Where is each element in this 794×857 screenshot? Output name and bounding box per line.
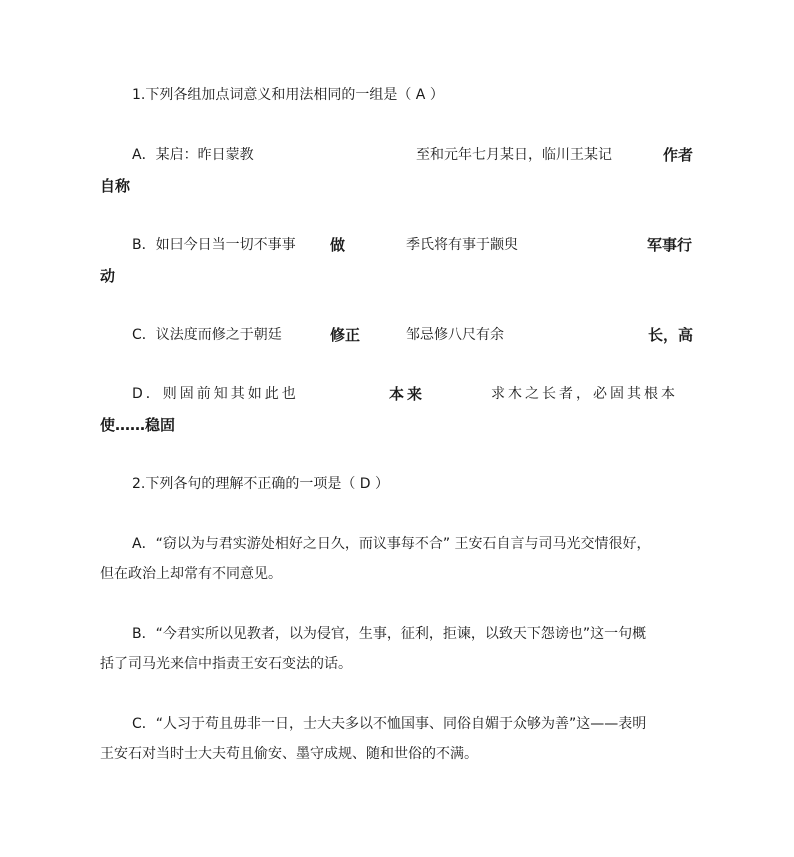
option-b-right: 季氏将有事于颛臾: [406, 237, 518, 253]
option-d-left: D．则固前知其如此也: [132, 386, 299, 402]
option-b-mid: 做: [330, 236, 346, 254]
q2-option-b-line1: B．“今君实所以见教者，以为侵官，生事，征利，拒谏，以致天下怨谤也”这一句概: [132, 626, 647, 642]
q2-option-a-line1: A．“窃以为与君实游处相好之日久，而议事每不合” 王安石自言与司马光交情很好，: [132, 536, 651, 552]
option-a-right: 至和元年七月某日，临川王某记: [416, 147, 612, 163]
option-c-answer: 长，高: [648, 326, 694, 344]
option-a-answer: 作者: [663, 146, 694, 164]
option-d-right: 求木之长者，必固其根本: [491, 386, 678, 402]
q2-option-a-line2: 但在政治上却常有不同意见。: [100, 566, 282, 582]
option-d-mid: 本来: [389, 385, 426, 403]
option-b-left: B．如曰今日当一切不事事: [132, 237, 296, 253]
question-1-stem: 1.下列各组加点词意义和用法相同的一组是（ A ）: [132, 87, 444, 103]
q2-option-c-line2: 王安石对当时士大夫苟且偷安、墨守成规、随和世俗的不满。: [100, 746, 478, 762]
question-2-stem: 2.下列各句的理解不正确的一项是（ D ）: [132, 476, 390, 492]
q2-option-b-line2: 括了司马光来信中指责王安石变法的话。: [100, 656, 352, 672]
option-d-answer: 使……稳固: [100, 416, 176, 434]
option-a-answer-cont: 自称: [100, 177, 131, 195]
option-c-left: C．议法度而修之于朝廷: [132, 327, 282, 343]
option-b-answer-cont: 动: [100, 267, 116, 285]
option-a-left: A．某启：昨日蒙教: [132, 147, 254, 163]
option-c-mid: 修正: [330, 326, 361, 344]
option-b-answer: 军事行: [647, 236, 693, 254]
option-c-right: 邹忌修八尺有余: [406, 327, 504, 343]
q2-option-c-line1: C．“人习于苟且毋非一日，士大夫多以不恤国事、同俗自媚于众够为善”这——表明: [132, 716, 647, 732]
